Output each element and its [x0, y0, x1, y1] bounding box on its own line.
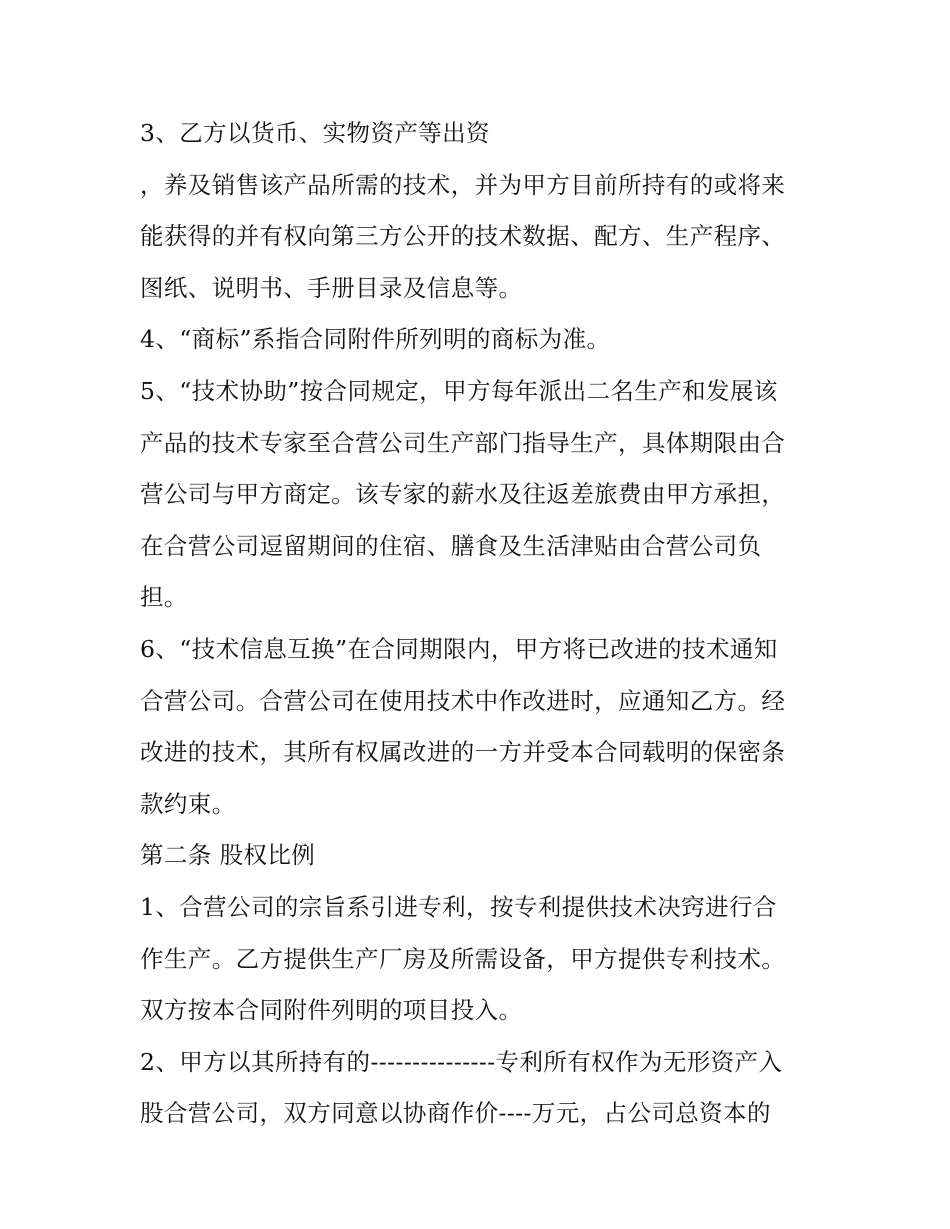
text-line: ，养及销售该产品所需的技术，并为甲方目前所持有的或将来 [140, 170, 786, 199]
text-line: 营公司与甲方商定。该专家的薪水及往返差旅费由甲方承担， [140, 480, 786, 509]
text-line: 4、“商标”系指合同附件所列明的商标为准。 [140, 325, 611, 354]
text-line: 担。 [140, 583, 188, 612]
text-line: 合营公司。合营公司在使用技术中作改进时，应通知乙方。经 [140, 686, 786, 715]
text-line: 图纸、说明书、手册目录及信息等。 [140, 273, 523, 302]
text-line: 改进的技术，其所有权属改进的一方并受本合同载明的保密条 [140, 738, 786, 767]
text-line: 款约束。 [140, 789, 236, 818]
text-line: 1、合营公司的宗旨系引进专利，按专利提供技术决窍进行合 [140, 892, 777, 921]
text-line: 6、“技术信息互换”在合同期限内，甲方将已改进的技术通知 [140, 634, 778, 663]
text-line: 股合营公司，双方同意以协商作价----万元，占公司总资本的 [140, 1099, 771, 1128]
text-line: 能获得的并有权向第三方公开的技术数据、配方、生产程序、 [140, 222, 786, 251]
text-line: 作生产。乙方提供生产厂房及所需设备，甲方提供专利技术。 [140, 944, 786, 973]
text-line: 产品的技术专家至合营公司生产部门指导生产，具体期限由合 [140, 428, 786, 457]
text-line: 在合营公司逗留期间的住宿、膳食及生活津贴由合营公司负 [140, 531, 762, 560]
text-line: 5、“技术协助”按合同规定，甲方每年派出二名生产和发展该 [140, 376, 778, 405]
text-line: 2、甲方以其所持有的---------------专利所有权作为无形资产入 [140, 1047, 783, 1076]
document-body [140, 108, 830, 1140]
text-line: 3、乙方以货币、实物资产等出资 [140, 119, 490, 147]
text-line: 双方按本合同附件列明的项目投入。 [140, 996, 523, 1025]
section-heading: 第二条 股权比例 [140, 841, 316, 870]
